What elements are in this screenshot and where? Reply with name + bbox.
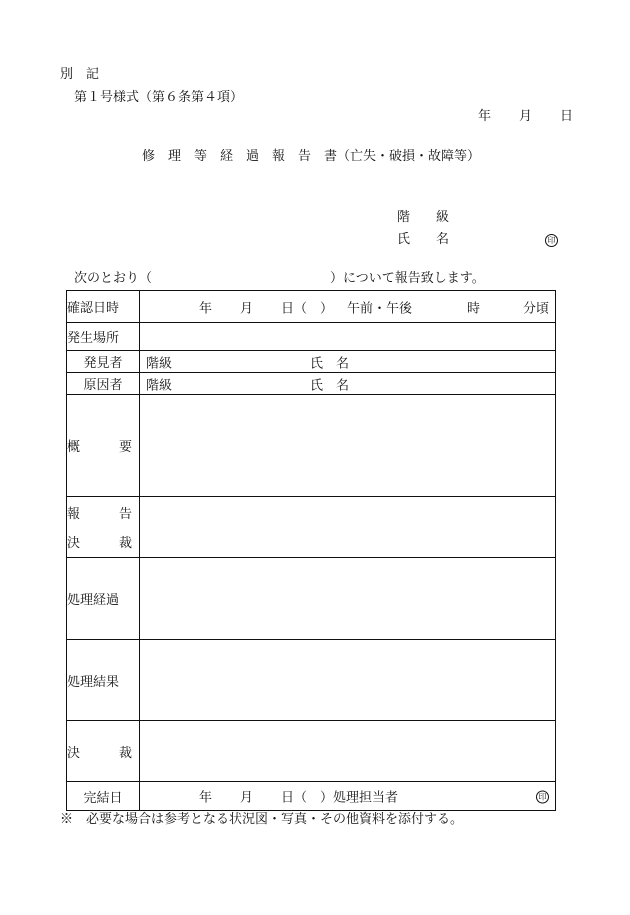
report-decision-field[interactable]	[140, 497, 556, 558]
cause-person-rank: 階級	[146, 378, 173, 393]
location-label: 発生場所	[67, 323, 140, 351]
name-label: 氏 名	[397, 232, 450, 247]
row-discoverer	[67, 351, 556, 373]
seal-mark: 印	[545, 234, 558, 247]
page-title: 修 理 等 経 過 報 告 書（亡失・破損・故障等）	[142, 149, 481, 164]
form-number: 第１号様式（第６条第４項）	[74, 90, 244, 105]
summary-field[interactable]	[140, 395, 556, 497]
process-result-field[interactable]	[140, 640, 556, 721]
seal-icon	[545, 233, 558, 247]
report-decision-label	[67, 497, 140, 558]
confirm-year: 年	[199, 301, 213, 316]
completion-label: 完結日	[67, 782, 140, 811]
completion-month: 月	[240, 790, 254, 806]
report-label: 報 告	[67, 507, 133, 522]
cause-person-name: 氏 名	[310, 378, 350, 393]
row-report-decision	[67, 497, 556, 558]
confirm-hour: 時	[467, 301, 481, 316]
cause-person-label: 原因者	[67, 373, 140, 395]
row-decision	[67, 721, 556, 782]
row-process-result	[67, 640, 556, 721]
row-completion	[67, 782, 556, 811]
row-summary	[67, 395, 556, 497]
discoverer-field[interactable]	[140, 351, 556, 373]
date-year-label: 年	[478, 109, 492, 124]
rank-label: 階 級	[397, 210, 450, 225]
confirm-month: 月	[240, 301, 254, 316]
completion-day: 日（ ）	[281, 790, 334, 806]
row-confirm-datetime	[67, 291, 556, 323]
footnote: ※ 必要な場合は参考となる状況図・写真・その他資料を添付する。	[60, 812, 464, 827]
row-cause-person	[67, 373, 556, 395]
report-form-table	[66, 290, 556, 811]
row-process-progress	[67, 558, 556, 640]
location-field[interactable]	[140, 323, 556, 351]
handler-seal-mark: 印	[536, 791, 549, 804]
process-result-label: 処理結果	[67, 640, 140, 721]
intro-prefix: 次のとおり（	[74, 271, 153, 286]
confirm-datetime-label: 確認日時	[67, 291, 140, 323]
date-day-label: 日	[560, 109, 574, 124]
decision-label: 決 裁	[67, 721, 140, 782]
decision-label-line2: 決 裁	[67, 536, 133, 551]
decision-field[interactable]	[140, 721, 556, 782]
handler-seal-icon	[536, 789, 549, 804]
discoverer-rank: 階級	[146, 356, 173, 371]
confirm-ampm: 午前・午後	[347, 301, 413, 316]
confirm-datetime-field[interactable]	[140, 291, 556, 323]
intro-suffix: ）について報告致します。	[330, 271, 485, 286]
confirm-minute: 分頃	[523, 301, 550, 316]
discoverer-name: 氏 名	[310, 356, 350, 371]
cause-person-field[interactable]	[140, 373, 556, 395]
appendix-label: 別 記	[60, 67, 100, 82]
confirm-day: 日（ ）	[281, 301, 334, 316]
row-location	[67, 323, 556, 351]
process-progress-label: 処理経過	[67, 558, 140, 640]
completion-year: 年	[199, 790, 213, 806]
summary-label: 概 要	[67, 395, 140, 497]
date-month-label: 月	[519, 109, 533, 124]
process-progress-field[interactable]	[140, 558, 556, 640]
completion-field[interactable]	[140, 782, 556, 811]
discoverer-label: 発見者	[67, 351, 140, 373]
handler-label: 処理担当者	[333, 790, 399, 806]
